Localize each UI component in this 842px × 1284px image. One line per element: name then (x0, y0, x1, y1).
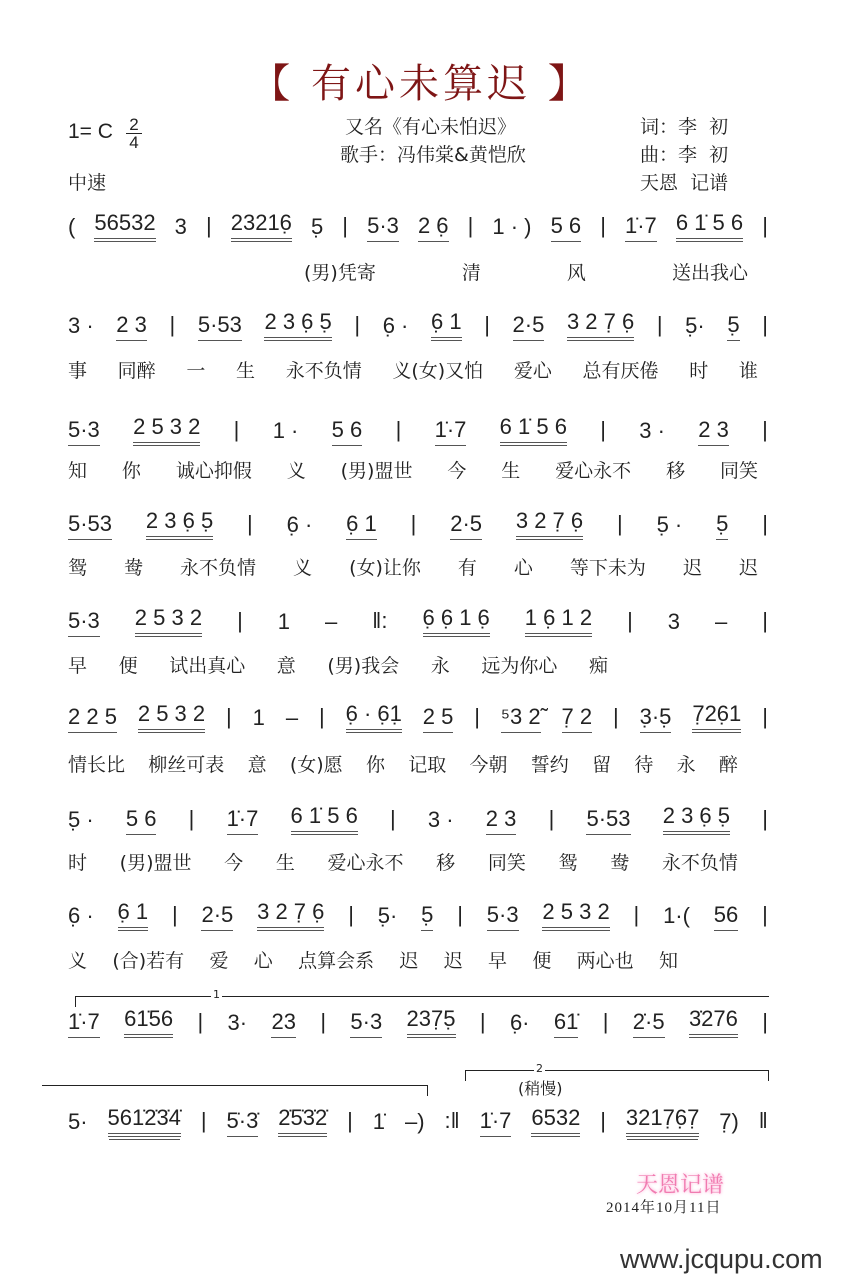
lyrics-line (68, 553, 758, 580)
lyric-word: 早 (68, 655, 88, 677)
lyric-word: 今朝 (469, 754, 508, 776)
lyric-word: 义 (68, 950, 88, 972)
barline: | (600, 213, 606, 238)
note-group: 5̣ (310, 214, 324, 239)
note-group: 5 6 (126, 807, 157, 835)
note-group: 3̇276 (689, 1007, 738, 1038)
note-group: 56 (714, 903, 738, 931)
note-group: 5̣ · (68, 807, 94, 832)
barline: | (600, 417, 606, 442)
note-group: 2 2 5 (68, 705, 117, 733)
note-group: 6 1̇ 5 6 (500, 415, 567, 446)
note-group: ⁵3 2̃ (501, 705, 541, 733)
lyric-word: 两心也 (576, 950, 634, 972)
note-group: 2̇5̇3̇2̇ (278, 1106, 327, 1137)
lyric-word: 点算会系 (298, 950, 375, 972)
note-group: 6̣· (509, 1010, 530, 1035)
barline: | (762, 511, 768, 536)
note-group: 1 · ) (492, 214, 532, 239)
lyric-word: 今 (224, 852, 244, 874)
barline: :‖ (444, 1108, 460, 1133)
note-group: 3 · (68, 313, 94, 338)
barline: | (457, 902, 463, 927)
barline: | (762, 417, 768, 442)
note-group: 3 · (639, 418, 665, 443)
notation-line (68, 703, 768, 733)
barline: | (410, 511, 417, 536)
lyric-word: 心 (513, 557, 533, 579)
note-group: – (325, 609, 338, 634)
lyric-word: 等下未为 (569, 557, 646, 579)
note-group: 1̇·7 (435, 418, 467, 446)
lyrics-line (68, 258, 758, 285)
lyric-word: 事 (68, 360, 88, 382)
lyric-word: 便 (118, 655, 138, 677)
lyric-word: 迟 (399, 950, 419, 972)
note-group: 5·53 (198, 313, 242, 341)
lyric-word: 早 (488, 950, 508, 972)
lyric-word: 永 (430, 655, 450, 677)
note-group: 1̇·7 (625, 214, 657, 242)
lyric-word: 同醉 (117, 360, 156, 382)
lyric-word: 留 (592, 754, 612, 776)
note-group: 1 (277, 609, 291, 634)
barline: | (474, 704, 480, 729)
lyric-word: 知 (658, 950, 678, 972)
note-group: 1̇·7 (227, 807, 259, 835)
barline: | (762, 704, 768, 729)
notation-line (68, 510, 768, 540)
note-group: 5·3 (350, 1010, 382, 1038)
note-group: 1·( (663, 903, 690, 928)
lyric-word: 情长比 (68, 754, 126, 776)
lyric-word: 谁 (738, 360, 758, 382)
lyrics-line (68, 356, 758, 383)
barline: ‖: (372, 608, 388, 633)
note-group: 1 · (272, 418, 299, 443)
lyric-word: 清 (461, 262, 481, 284)
note-group: 3 · (427, 807, 454, 832)
note-group: 6 1̇ 5 6 (676, 211, 743, 242)
barline: | (233, 417, 240, 442)
lyric-word: 柳丝可表 (148, 754, 225, 776)
note-group: 5̣ (727, 313, 739, 341)
note-group: 5̇·3̇ (227, 1109, 259, 1137)
lyric-word: 同笑 (487, 852, 526, 874)
note-group: 3 (174, 214, 187, 239)
lyric-word: 爱心永不 (327, 852, 404, 874)
note-group: 5·53 (586, 807, 630, 835)
lyric-word: 鸳 (68, 557, 88, 579)
note-group: 2 3 (486, 807, 517, 835)
note-group: 6̣ · (68, 903, 94, 928)
note-group: 6̣ 1 (118, 900, 149, 931)
barline: | (354, 312, 361, 337)
barline: | (600, 1108, 606, 1133)
transcriber-credit: 天恩 记谱 (640, 172, 729, 194)
singer-credit: 歌手：冯伟棠&黄恺欣 (340, 144, 526, 166)
lyric-word: 鸯 (124, 557, 144, 579)
note-group: 1 6̣ 1 2 (525, 606, 592, 637)
note-group: 3217̣6̣7̣ (626, 1106, 699, 1137)
notation-line (68, 1107, 768, 1137)
lyric-word: 生 (236, 360, 256, 382)
barline: | (205, 213, 212, 238)
note-group: 3̣·5̣ (640, 705, 672, 733)
lyric-word: 永不负情 (285, 360, 362, 382)
barline: | (762, 213, 768, 238)
notation-line (68, 805, 768, 835)
barline: | (633, 902, 640, 927)
note-group: – (285, 705, 299, 730)
barline: | (188, 806, 195, 831)
note-group: 5·3 (68, 609, 100, 637)
note-group: 561̇2̇3̇4̇ (108, 1106, 181, 1137)
barline: | (627, 608, 633, 633)
note-group: 2 3 (698, 418, 729, 446)
lyric-word: 移 (436, 852, 456, 874)
lyric-word: 有 (457, 557, 477, 579)
lyric-word: 迟 (738, 557, 758, 579)
lyrics-line (68, 946, 758, 973)
time-signature (126, 116, 142, 151)
note-group: 2·5 (450, 512, 482, 540)
barline: | (656, 312, 663, 337)
barline: | (247, 511, 253, 536)
volta-1-number: 1 (213, 988, 220, 1001)
barline: | (762, 806, 768, 831)
note-group: 6̣ 1 (346, 512, 377, 540)
time-sig-bottom: 4 (129, 133, 139, 152)
lyric-word: 痴 (588, 655, 608, 677)
note-group: 6̣ · (382, 313, 409, 338)
note-group: 2 3 6̣ 5̣ (663, 804, 730, 835)
lyric-word: 迟 (443, 950, 463, 972)
song-title: 【 有心未算迟 】 (250, 61, 592, 107)
lyrics-line (68, 848, 758, 875)
lyric-word: 送出我心 (671, 262, 748, 284)
note-group: 2 5 3 2 (133, 415, 200, 446)
lyric-word: 知 (68, 460, 88, 482)
lyric-word: 时 (689, 360, 709, 382)
barline: | (762, 608, 768, 633)
lyricist-credit: 词：李 初 (640, 116, 729, 138)
note-group: 3 2 7̣ 6̣ (257, 900, 324, 931)
lyric-word: 诚心抑假 (175, 460, 252, 482)
barline: | (762, 312, 768, 337)
note-group: ( (68, 214, 76, 239)
note-group: 6̣ · 6̣1̣ (346, 702, 402, 733)
lyric-word: 生 (275, 852, 295, 874)
note-group: 56532 (94, 211, 155, 242)
notation-line (68, 311, 768, 341)
note-group: 5 6 (332, 418, 363, 446)
note-group: 3 (667, 609, 681, 634)
note-group: 5̣ (421, 903, 433, 931)
barline: | (171, 902, 178, 927)
barline: | (169, 312, 176, 337)
note-group: 1̇·7 (68, 1010, 100, 1038)
barline: | (200, 1108, 207, 1133)
lyric-word: 你 (121, 460, 141, 482)
barline: | (617, 511, 623, 536)
barline: | (762, 1009, 768, 1034)
note-group: 2 3 (116, 313, 147, 341)
volta-2-number: 2 (536, 1062, 543, 1075)
barline: | (318, 704, 325, 729)
lyric-word: 记取 (408, 754, 447, 776)
barline: | (347, 1108, 353, 1133)
lyric-word: 心 (253, 950, 273, 972)
note-group: 2 3 6̣ 5̣ (264, 310, 331, 341)
composer-credit: 曲：李 初 (640, 144, 729, 166)
note-group: 2 5 3 2 (542, 900, 609, 931)
barline: | (762, 902, 768, 927)
note-group: 5·3 (68, 418, 100, 446)
note-group: 5 6 (551, 214, 582, 242)
notation-line (68, 607, 768, 637)
tempo-note-slower: (稍慢) (518, 1079, 563, 1098)
lyric-word: (合)若有 (112, 950, 185, 972)
lyric-word: 义 (293, 557, 313, 579)
note-group: 2 5 (423, 705, 454, 733)
note-group: 2 5 3 2 (135, 606, 202, 637)
lyric-word: 迟 (682, 557, 702, 579)
lyrics-line (68, 651, 758, 678)
note-group: 1̇ (372, 1109, 386, 1134)
lyric-word: (女)让你 (349, 557, 421, 579)
lyrics-line (68, 456, 758, 483)
note-group: 5̣ (716, 512, 728, 540)
note-group: 2 5 3 2 (138, 702, 205, 733)
barline: | (390, 806, 396, 831)
barline: | (348, 902, 354, 927)
note-group: 5̣ · (656, 512, 683, 537)
lyric-word: 试出真心 (169, 655, 246, 677)
lyric-word: 你 (365, 754, 385, 776)
note-group: 61̇56 (124, 1007, 173, 1038)
time-sig-top: 2 (126, 116, 142, 134)
barline: | (602, 1009, 609, 1034)
lyric-word: 风 (566, 262, 586, 284)
note-group: 6̣ 1 (431, 310, 462, 341)
website-watermark: www.jcqupu.com (620, 1244, 823, 1274)
note-group: 5·53 (68, 512, 112, 540)
lyric-word: 义 (286, 460, 306, 482)
note-group: –) (404, 1109, 425, 1134)
barline: | (467, 213, 474, 238)
date-text: 2014年10月11日 (606, 1200, 722, 1216)
lyric-word: 总有厌倦 (582, 360, 659, 382)
lyric-word: 待 (634, 754, 654, 776)
lyric-word: 意 (247, 754, 267, 776)
transcriber-stamp: 天恩记谱 (636, 1173, 725, 1198)
lyric-word: (男)我会 (327, 655, 400, 677)
note-group: 1 (252, 705, 265, 730)
lyric-word: 永不负情 (661, 852, 738, 874)
notation-line (68, 901, 768, 931)
notation-line (68, 1008, 768, 1038)
note-group: 3· (227, 1010, 248, 1035)
lyric-word: (男)盟世 (119, 852, 192, 874)
lyric-word: 移 (666, 460, 686, 482)
lyric-word: 鸯 (610, 852, 630, 874)
lyric-word: 时 (68, 852, 88, 874)
notation-line (68, 212, 768, 242)
note-group: – (715, 609, 728, 634)
lyric-word: (男)凭寄 (304, 262, 376, 284)
lyric-word: 鸳 (558, 852, 578, 874)
lyric-word: 永 (676, 754, 696, 776)
note-group: 23 (271, 1010, 295, 1038)
note-group: 5· (68, 1109, 88, 1134)
lyric-word: 生 (501, 460, 521, 482)
tempo-marking: 中速 (68, 172, 107, 194)
lyric-word: 爱心 (513, 360, 552, 382)
note-group: 2·5 (513, 313, 545, 341)
barline: | (395, 417, 402, 442)
barline: | (320, 1009, 327, 1034)
note-group: 7̣ 2 (562, 705, 593, 733)
note-group: 6 1̇ 5 6 (291, 804, 358, 835)
note-group: 237̣5̣ (407, 1007, 456, 1038)
note-group: 6̣ 6̣ 1 6̣ (423, 606, 490, 637)
lyric-word: 永不负情 (180, 557, 257, 579)
note-group: 3 2 7̣ 6̣ (516, 509, 583, 540)
note-group: 2 6̣ (418, 214, 449, 242)
lyric-word: 醉 (718, 754, 738, 776)
volta-1-bracket (75, 988, 769, 1007)
key-signature: 1= C (68, 120, 113, 143)
lyric-word: (女)愿 (289, 754, 343, 776)
volta-1-continuation (42, 1085, 428, 1096)
barline: ‖ (758, 1108, 768, 1133)
lyric-word: 便 (532, 950, 552, 972)
note-group: 5·3 (367, 214, 399, 242)
note-group: 61̇ (554, 1010, 578, 1038)
notation-line (68, 416, 768, 446)
lyrics-line (68, 750, 758, 777)
barline: | (342, 213, 349, 238)
barline: | (479, 1009, 486, 1034)
lyric-word: 今 (447, 460, 467, 482)
note-group: 2̇·5 (633, 1010, 665, 1038)
note-group: 5̣· (685, 313, 705, 338)
volta-2-bracket (465, 1062, 769, 1081)
lyric-word: (男)盟世 (340, 460, 413, 482)
note-group: 23216̣ (231, 211, 292, 242)
note-group: 2 3 6̣ 5̣ (146, 509, 213, 540)
alias-title: 又名《有心未怕迟》 (345, 116, 517, 138)
note-group: 7̣) (719, 1109, 739, 1134)
lyric-word: 爱 (209, 950, 229, 972)
note-group: 5̣· (377, 903, 398, 928)
note-group: 7̣26̣1 (692, 702, 741, 733)
lyric-word: 同笑 (719, 460, 758, 482)
barline: | (226, 704, 232, 729)
barline: | (484, 312, 490, 337)
lyric-word: 远为你心 (481, 655, 558, 677)
lyric-word: 爱心永不 (555, 460, 632, 482)
note-group: 1̇·7 (480, 1109, 512, 1137)
lyric-word: 一 (186, 360, 206, 382)
note-group: 6̣ · (286, 512, 313, 537)
barline: | (548, 806, 555, 831)
barline: | (613, 704, 619, 729)
lyric-word: 义(女)又怕 (392, 360, 484, 382)
note-group: 5·3 (487, 903, 519, 931)
note-group: 6532 (531, 1106, 580, 1137)
barline: | (197, 1009, 204, 1034)
note-group: 2·5 (201, 903, 233, 931)
lyric-word: 誓约 (530, 754, 569, 776)
lyric-word: 意 (276, 655, 296, 677)
barline: | (237, 608, 243, 633)
note-group: 3 2 7̣ 6̣ (567, 310, 634, 341)
